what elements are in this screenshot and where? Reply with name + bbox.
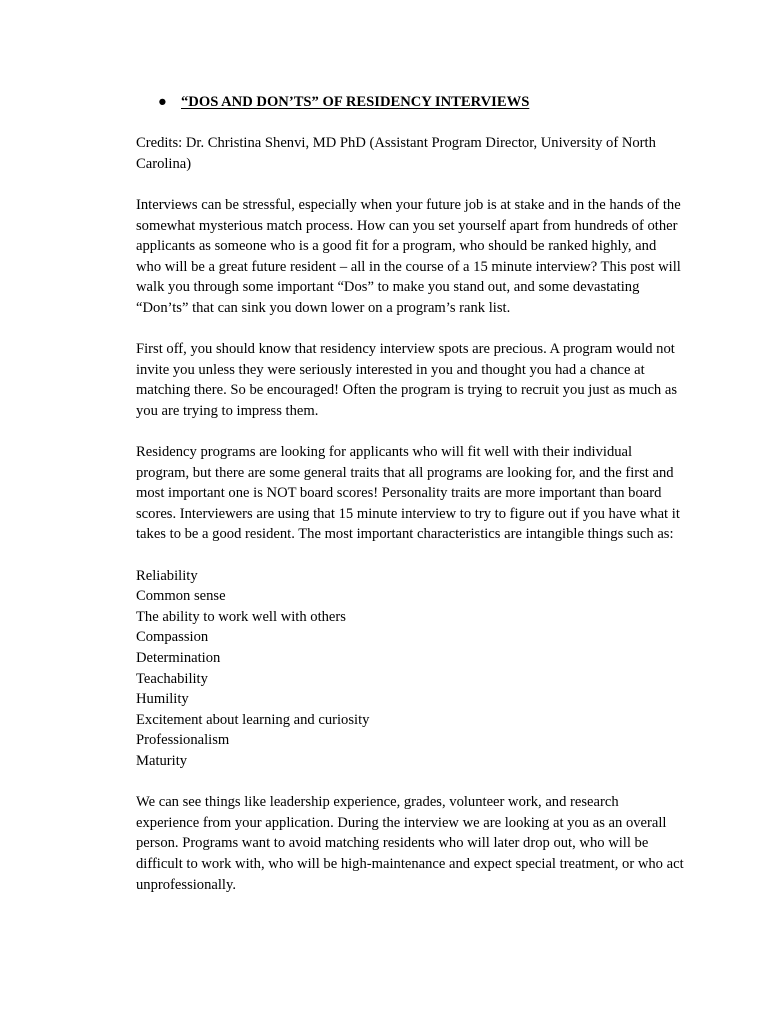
- trait-item: Professionalism: [136, 732, 230, 749]
- heading-title: “DOS AND DON’TS” OF RESIDENCY INTERVIEWS: [181, 94, 530, 110]
- first-off-paragraph: First off, you should know that residency interview spots are precious. A program would not invite you unless they were seriously interested in you and thought you had a chance at matching there. So be encouraged! Often the program is trying to recruit you just as much as you are trying to impress them.: [136, 341, 678, 419]
- trait-item: Teachability: [136, 670, 208, 687]
- trait-item: Excitement about learning and curiosity: [136, 711, 370, 728]
- traits-intro-paragraph: Residency programs are looking for applicants who will fit well with their individual program, but there are some general traits that all programs are looking for, and the first and most important one is NOT board scores! Personality traits are more important than board scores. Interviewers are using that 15 minute interview to try to figure out if you have what it takes to be a good resident. The most important characteristics are intangible things such as:: [136, 444, 680, 543]
- trait-item: The ability to work well with others: [136, 608, 346, 625]
- section-heading: [136, 92, 684, 113]
- document-page: [136, 92, 684, 916]
- bullet-icon: ●: [158, 94, 167, 110]
- credits-paragraph: Credits: Dr. Christina Shenvi, MD PhD (Assistant Program Director, University of North Carolina): [136, 135, 656, 172]
- intro-paragraph: Interviews can be stressful, especially when your future job is at stake and in the hands of the somewhat mysterious match process. How can you set yourself apart from hundreds of other applicants as someone who is a good fit for a program, who should be ranked highly, and who will be a great future resident – all in the course of a 15 minute interview? This post will walk you through some important “Dos” to make you stand out, and some devastating “Don’ts” that can sink you down lower on a program’s rank list.: [136, 196, 681, 316]
- trait-item: Maturity: [136, 753, 188, 769]
- trait-item: Determination: [136, 650, 221, 667]
- traits-list: [136, 566, 684, 772]
- trait-item: Common sense: [136, 588, 226, 605]
- trait-item: Compassion: [136, 629, 209, 646]
- trait-item: Reliability: [136, 567, 198, 584]
- trait-item: Humility: [136, 691, 189, 708]
- closing-paragraph: We can see things like leadership experience, grades, volunteer work, and research experience from your application. During the interview we are looking at you as an overall person. Programs want to avoid matching residents who will later drop out, who will be difficult to work with, who will be high-maintenance and expect special treatment, or who act unprofessionally.: [136, 794, 684, 893]
